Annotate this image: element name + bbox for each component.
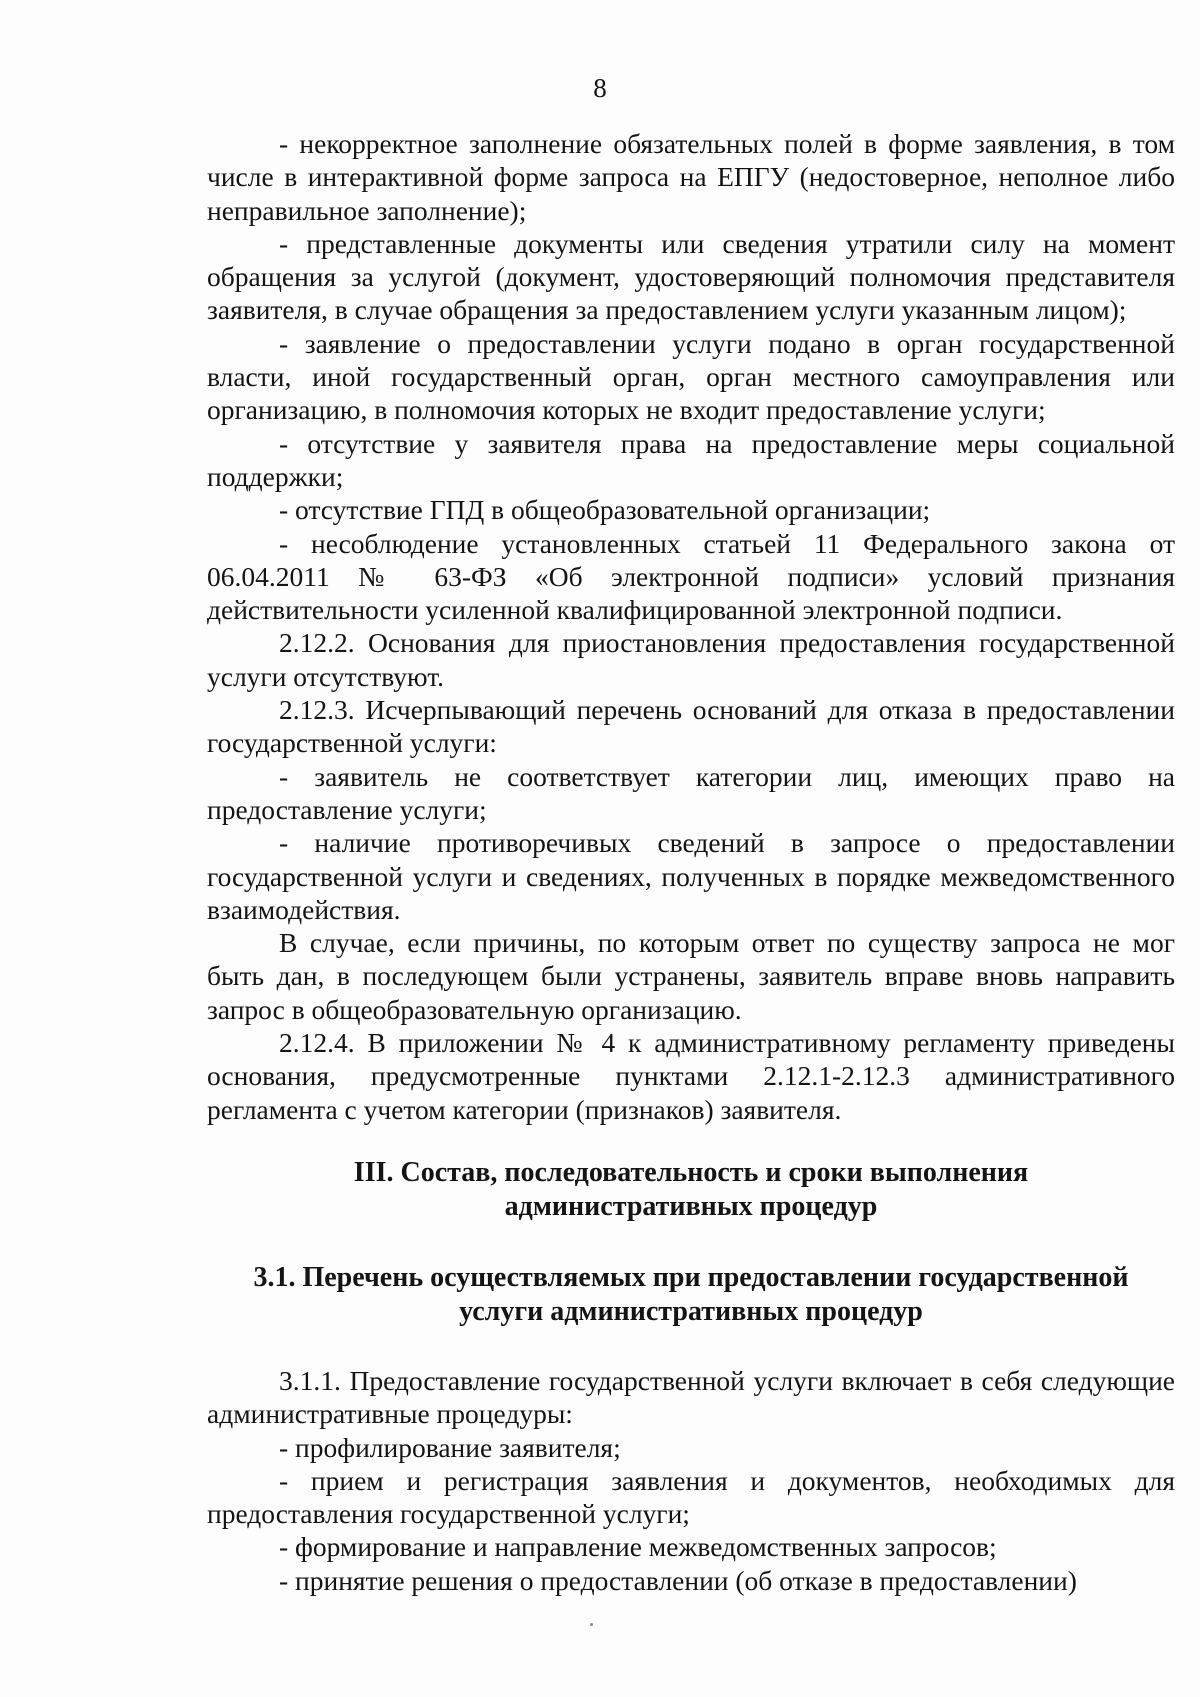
list-item-signature: - несоблюдение установленных статьей 11 Федерального закона от 06.04.2011 № 63-ФЗ «Об электронной подписи» условий признания действительности усиленной квалифицированной электронной подписи. [207, 527, 1175, 626]
paragraph-resubmission: В случае, если причины, по которым ответ по существу запроса не мог быть дан, в последующем были устранены, заявитель вправе вновь направить запрос в общеобразовательную организацию. [207, 927, 1175, 1025]
list-item-no-gpd: - отсутствие ГПД в общеобразовательной организации; [279, 494, 931, 526]
clause-2-12-2: 2.12.2. Основания для приостановления предоставления государственной услуги отсутствуют. [207, 627, 1175, 692]
list-item-incorrect-filling: - некорректное заполнение обязательных полей в форме заявления, в том числе в интерактивной форме запроса на ЕПГУ (недостоверное, неполное либо неправильное заполнение); [207, 128, 1175, 226]
list-item-expired-documents: - представленные документы или сведения утратили силу на момент обращения за услугой (документ, удостоверяющий полномочия представителя заявителя, в случае обращения за предоставлением услуги указанным лицом); [207, 227, 1175, 326]
list-item-interagency-requests: - формирование и направление межведомственных запросов; [279, 1531, 997, 1563]
subsection-heading [207, 1261, 1175, 1329]
list-item-category: - заявитель не соответствует категории лиц, имеющих право на предоставление услуги; [207, 760, 1175, 825]
clause-2-12-3: 2.12.3. Исчерпывающий перечень оснований для отказа в предоставлении государственной услуги: [207, 694, 1175, 759]
document-body [207, 127, 1175, 1597]
scan-speck [590, 1623, 593, 1626]
list-item-no-right: - отсутствие у заявителя права на предоставление меры социальной поддержки; [207, 427, 1175, 492]
subsection-heading-line-1: 3.1. Перечень осуществляемых при предоставлении государственной [253, 1261, 1129, 1293]
clause-3-1-1: 3.1.1. Предоставление государственной услуги включает в себя следующие административные процедуры: [207, 1364, 1175, 1430]
list-item-decision: - принятие решения о предоставлении (об отказе в предоставлении) [279, 1564, 1077, 1596]
list-item-registration: - прием и регистрация заявления и документов, необходимых для предоставления государственной услуги; [207, 1464, 1175, 1530]
list-item-profiling: - профилирование заявителя; [279, 1431, 621, 1463]
subsection-heading-line-2: услуги административных процедур [459, 1295, 923, 1327]
clause-2-12-4: 2.12.4. В приложении № 4 к административному регламенту приведены основания, предусмотренные пунктами 2.12.1-2.12.3 административного регламента с учетом категории (признаков) заявителя. [207, 1027, 1175, 1125]
section-heading-line-2: административных процедур [504, 1190, 878, 1222]
page-number: 8 [593, 73, 607, 103]
list-item-wrong-authority: - заявление о предоставлении услуги подано в орган государственной власти, иной государственный орган, орган местного самоуправления или организацию, в полномочия которых не входит предоставление услуги; [207, 327, 1175, 426]
list-item-contradictions: - наличие противоречивых сведений в запросе о предоставлении государственной услуги и сведениях, полученных в порядке межведомственного взаимодействия. [207, 827, 1175, 925]
section-heading [207, 1156, 1175, 1224]
section-heading-line-1: III. Состав, последовательность и сроки выполнения [353, 1156, 1029, 1188]
